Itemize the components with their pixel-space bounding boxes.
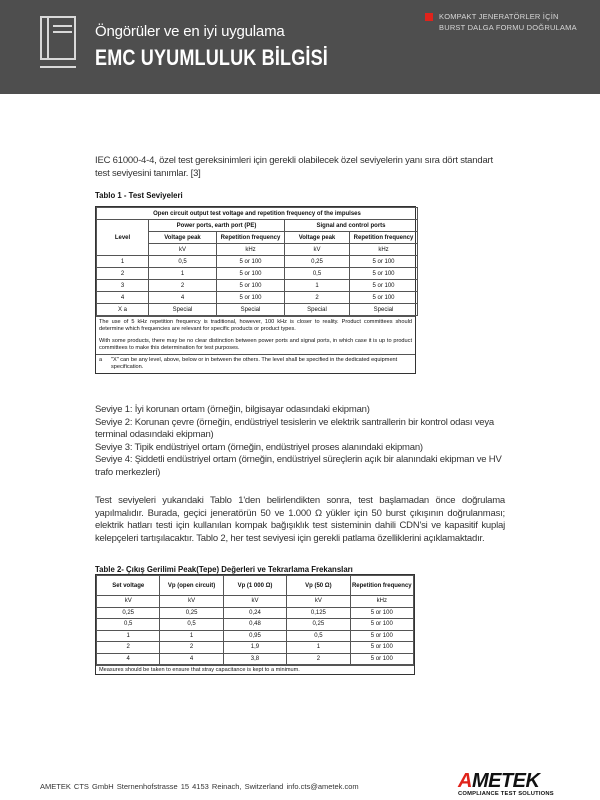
table1-signal-header: Signal and control ports	[285, 220, 418, 232]
table1-cell: 0,5	[149, 256, 217, 268]
table2-cell: 0,24	[223, 607, 286, 619]
table2-cell: 2	[160, 642, 223, 654]
header-subtitle: Öngörüler ve en iyi uygulama	[95, 23, 285, 40]
table1-note-2: With some products, there may be no clear distinction between power ports and signal ports, in which case it is up to product committees to make this determination for test purposes.	[99, 338, 412, 351]
table1-cell: Special	[149, 304, 217, 316]
red-square-icon	[425, 13, 433, 21]
topic-line-2: BURST DALGA FORMU DOĞRULAMA	[439, 23, 577, 32]
table1-cell: Special	[350, 304, 418, 316]
table2-row	[97, 653, 414, 665]
levels-list	[95, 404, 505, 479]
table1-cell: 1	[97, 256, 149, 268]
topic-line-1: KOMPAKT JENERATÖRLER İÇİN	[439, 12, 559, 21]
table1-cell: 5 or 100	[350, 256, 418, 268]
table1-row	[97, 256, 418, 268]
document-icon	[40, 16, 76, 60]
table2-cell: 3,8	[223, 653, 286, 665]
table2-caption: Table 2- Çıkış Gerilimi Peak(Tepe) Değerleri ve Tekrarlama Frekansları	[95, 565, 353, 574]
table2-cell: 5 or 100	[350, 653, 413, 665]
table2-unit: kV	[287, 596, 350, 608]
table1-cell: X a	[97, 304, 149, 316]
table2-row	[97, 607, 414, 619]
table1-footnote	[96, 354, 415, 373]
ametek-logo: AMETEK	[458, 770, 540, 792]
table2-row	[97, 642, 414, 654]
table2-unit: kV	[160, 596, 223, 608]
table1-unit: kV	[149, 244, 217, 256]
table1-cell: 5 or 100	[350, 280, 418, 292]
table1-rep-freq-2: Repetition frequency	[350, 232, 418, 244]
table2-cell: 0,48	[223, 619, 286, 631]
table1-cell: 5 or 100	[350, 292, 418, 304]
table1-unit: kHz	[350, 244, 418, 256]
table2-header: Vp (1 000 Ω)	[223, 576, 286, 596]
test-levels-table	[95, 206, 416, 374]
table2-header: Vp (open circuit)	[160, 576, 223, 596]
table2-header: Vp (50 Ω)	[287, 576, 350, 596]
table2-note: Measures should be taken to ensure that stray capacitance is kept to a minimum.	[96, 665, 414, 674]
footnote-text: "X" can be any level, above, below or in between the others. The level shall be specified in the dedicated equipment specification.	[111, 357, 398, 370]
table1-cell: 1	[149, 268, 217, 280]
table1-cell: Special	[285, 304, 350, 316]
table1-cell: 0,5	[285, 268, 350, 280]
level-item: Seviye 4: Şiddetli endüstriyel ortam (örneğin, endüstriyel süreçlerin açık bir alanındaki ekipman ve HV trafo merkezleri)	[95, 454, 502, 478]
table1-power-header: Power ports, earth port (PE)	[149, 220, 285, 232]
table2-cell: 0,125	[287, 607, 350, 619]
table1-cell: 4	[149, 292, 217, 304]
table2-cell: 0,5	[97, 619, 160, 631]
table2-cell: 0,5	[287, 630, 350, 642]
output-voltage-table	[95, 574, 415, 675]
table1-cell: 1	[285, 280, 350, 292]
level-item: Seviye 3: Tipik endüstriyel ortam (örneğin, endüstriyel proses alanındaki ekipman)	[95, 441, 423, 453]
table2-cell: 4	[160, 653, 223, 665]
table1-cell: 5 or 100	[350, 268, 418, 280]
table2-cell: 5 or 100	[350, 642, 413, 654]
table2-cell: 1	[97, 630, 160, 642]
table2-cell: 5 or 100	[350, 630, 413, 642]
table1-rep-freq-1: Repetition frequency	[217, 232, 285, 244]
table2-cell: 1,9	[223, 642, 286, 654]
table2-row	[97, 619, 414, 631]
table2-cell: 5 or 100	[350, 607, 413, 619]
level-item: Seviye 1: İyi korunan ortam (örneğin, bilgisayar odasındaki ekipman)	[95, 404, 370, 415]
table1-cell: 2	[97, 268, 149, 280]
table1-cell: 5 or 100	[217, 256, 285, 268]
table2-cell: 0,5	[160, 619, 223, 631]
table2-cell: 1	[160, 630, 223, 642]
table1-caption: Tablo 1 - Test Seviyeleri	[95, 191, 183, 200]
footnote-mark: a	[99, 357, 103, 363]
table2-cell: 1	[287, 642, 350, 654]
table1-cell: 5 or 100	[217, 280, 285, 292]
table2-cell: 2	[287, 653, 350, 665]
table1-cell: Special	[217, 304, 285, 316]
table1-row	[97, 304, 418, 316]
table1-voltage-peak-1: Voltage peak	[149, 232, 217, 244]
table2-header: Set voltage	[97, 576, 160, 596]
table2-unit: kV	[97, 596, 160, 608]
table2-header: Repetition frequency	[350, 576, 413, 596]
table1-cell: 2	[285, 292, 350, 304]
table1-unit: kV	[285, 244, 350, 256]
table1-row	[97, 292, 418, 304]
table2-unit: kV	[223, 596, 286, 608]
table2-cell: 0,25	[97, 607, 160, 619]
table2-cell: 4	[97, 653, 160, 665]
table1-cell: 0,25	[285, 256, 350, 268]
table2-cell: 0,25	[287, 619, 350, 631]
table1-row	[97, 268, 418, 280]
table1-cell: 4	[97, 292, 149, 304]
footer-address: AMETEK CTS GmbH Sternenhofstrasse 15 4153 Reinach, Switzerland info.cts@ametek.com	[40, 782, 359, 791]
table1-top-header: Open circuit output test voltage and repetition frequency of the impulses	[97, 208, 418, 220]
table1-unit: kHz	[217, 244, 285, 256]
table2-row	[97, 630, 414, 642]
header-band	[0, 0, 600, 94]
table1-cell: 3	[97, 280, 149, 292]
logo-subtitle: COMPLIANCE TEST SOLUTIONS	[458, 791, 554, 797]
table2-unit: kHz	[350, 596, 413, 608]
table1-cell: 2	[149, 280, 217, 292]
table1-note-1: The use of 5 kHz repetition frequency is traditional, however, 100 kHz is closer to reality. Product committees should determine which frequencies are relevant for specific products or product types.	[96, 316, 415, 335]
table1-cell: 5 or 100	[217, 268, 285, 280]
table1-row	[97, 280, 418, 292]
page-title: EMC UYUMLULUK BİLGİSİ	[95, 45, 328, 70]
table1-level-header: Level	[97, 220, 149, 256]
table2-cell: 0,95	[223, 630, 286, 642]
table1-voltage-peak-2: Voltage peak	[285, 232, 350, 244]
table2-cell: 5 or 100	[350, 619, 413, 631]
table2-cell: 0,25	[160, 607, 223, 619]
intro-paragraph: IEC 61000-4-4, özel test gereksinimleri için gerekli olabilecek özel seviyelerin yanı sıra dört standart test seviyesini tanımlar. [3]	[95, 155, 493, 179]
table2-cell: 2	[97, 642, 160, 654]
verification-paragraph: Test seviyeleri yukarıdaki Tablo 1'den belirlendikten sonra, test başlamadan önce doğrulama yapılmalıdır. Burada, geçici jeneratörün 50 ve 1.000 Ω yükler için 50 burst çıkışının doğrulanması; elektrik hatları testi için kullanılan kompak bağışıklık test sisteminin dahili CDN'si ve kapasitif kuplaj kelepçeleri tartışılacaktır. Tablo 2, her test seviyesi için gerekli patlama özelliklerini açıklamaktadır.	[95, 495, 505, 544]
level-item: Seviye 2: Korunan çevre (örneğin, endüstriyel tesislerin ve elektrik santrallerin bir kontrol odası veya terminal odasındaki ekipman)	[95, 416, 494, 440]
table1-cell: 5 or 100	[217, 292, 285, 304]
